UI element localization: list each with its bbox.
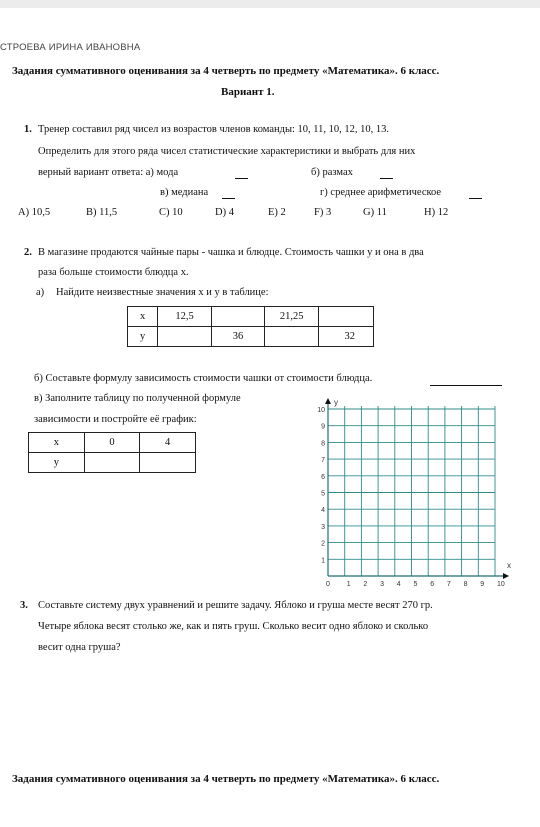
q2-b-answer-blank[interactable] bbox=[430, 385, 502, 386]
q1-answer-blank-c[interactable] bbox=[222, 198, 235, 199]
y-axis-label: у bbox=[334, 398, 338, 407]
x-tick-label: 6 bbox=[430, 581, 435, 588]
table-cell[interactable] bbox=[212, 307, 265, 327]
q1-option: Н) 12 bbox=[424, 207, 449, 218]
y-tick-label: 1 bbox=[321, 557, 325, 565]
y-tick-label: 8 bbox=[321, 440, 325, 448]
x-tick-label: 10 bbox=[497, 581, 505, 588]
y-tick-label: 2 bbox=[321, 540, 325, 548]
x-axis-arrow-icon bbox=[503, 573, 509, 579]
table-cell[interactable] bbox=[265, 327, 319, 347]
q2-b-text: б) Составьте формулу зависимость стоимости чашки от стоимости блюдца. bbox=[34, 373, 373, 384]
y-tick-label: 6 bbox=[321, 473, 325, 481]
y-tick-label: 9 bbox=[321, 423, 325, 431]
table-header-x: х bbox=[128, 307, 158, 327]
q3-line1: Составьте систему двух уравнений и решите задачу. Яблоко и груша месте весят 270 гр. bbox=[38, 600, 433, 611]
table-cell: 0 bbox=[84, 433, 140, 453]
q1-option: А) 10,5 bbox=[18, 207, 51, 218]
q1-answer-blank-b[interactable] bbox=[380, 178, 393, 179]
q1-option: С) 10 bbox=[159, 207, 183, 218]
table-row bbox=[29, 433, 196, 453]
page-title: Задания суммативного оценивания за 4 четверть по предмету «Математика». 6 класс. bbox=[12, 65, 440, 77]
q1-option: G) 11 bbox=[363, 207, 387, 218]
axes bbox=[325, 398, 509, 579]
q2-a-label: а) bbox=[36, 287, 45, 298]
q1-option: Е) 2 bbox=[268, 207, 286, 218]
table-header-y: у bbox=[128, 327, 158, 347]
table-cell[interactable] bbox=[319, 307, 374, 327]
q1-line1: Тренер составил ряд чисел из возрастов членов команды: 10, 11, 10, 12, 10, 13. bbox=[38, 124, 390, 135]
q3-line2: Четыре яблока весят столько же, как и пять груш. Сколько весит одно яблоко и сколько bbox=[38, 621, 429, 632]
q2-c-line1: в) Заполните таблицу по полученной формуле bbox=[34, 393, 241, 404]
table-cell: 4 bbox=[140, 433, 196, 453]
x-tick-label: 0 bbox=[326, 581, 330, 588]
q1-answer-blank-a[interactable] bbox=[235, 178, 248, 179]
q1-option: В) 11,5 bbox=[86, 207, 118, 218]
x-tick-label: 9 bbox=[480, 581, 485, 588]
x-tick-label: 5 bbox=[413, 581, 418, 588]
author-name: СТРОЕВА ИРИНА ИВАНОВНА bbox=[0, 42, 141, 53]
x-tick-label: 3 bbox=[380, 581, 385, 588]
footer-title: Задания суммативного оценивания за 4 четверть по предмету «Математика». 6 класс. bbox=[12, 773, 440, 785]
y-tick-label: 10 bbox=[317, 407, 325, 414]
table-header-y: у bbox=[29, 453, 85, 473]
y-tick-label: 3 bbox=[321, 523, 325, 531]
q1-number: 1. bbox=[24, 124, 32, 135]
q2-a-text: Найдите неизвестные значения х и у в таблице: bbox=[56, 287, 269, 298]
table-cell[interactable] bbox=[84, 453, 140, 473]
q1-option: F) 3 bbox=[314, 207, 332, 218]
q1-option: D) 4 bbox=[215, 207, 234, 218]
y-tick-label: 7 bbox=[321, 457, 325, 465]
table-row bbox=[29, 453, 196, 473]
value-table-1 bbox=[127, 306, 374, 347]
table-row bbox=[128, 307, 374, 327]
grid-lines bbox=[328, 406, 495, 576]
table-cell: 32 bbox=[319, 327, 374, 347]
x-axis-label: х bbox=[507, 561, 511, 570]
y-tick-label: 5 bbox=[321, 490, 325, 498]
y-tick-label: 4 bbox=[321, 507, 325, 515]
q1-line2: Определить для этого ряда чисел статистические характеристики и выбрать для них bbox=[38, 146, 416, 157]
q2-line1: В магазине продаются чайные пары - чашка и блюдце. Стоимость чашки у и она в два bbox=[38, 247, 424, 258]
value-table-2 bbox=[28, 432, 196, 473]
x-tick-label: 1 bbox=[346, 581, 351, 588]
table-header-x: х bbox=[29, 433, 85, 453]
variant-title: Вариант 1. bbox=[221, 86, 275, 98]
q1-c-label: в) медиана bbox=[160, 187, 209, 198]
table-cell: 21,25 bbox=[265, 307, 319, 327]
table-cell[interactable] bbox=[140, 453, 196, 473]
top-bar bbox=[0, 0, 540, 8]
table-cell: 36 bbox=[212, 327, 265, 347]
coordinate-grid[interactable] bbox=[310, 396, 514, 590]
q2-c-line2: зависимости и постройте её график: bbox=[34, 414, 197, 425]
x-tick-label: 4 bbox=[396, 581, 401, 588]
x-tick-label: 8 bbox=[463, 581, 468, 588]
x-tick-label: 2 bbox=[363, 581, 368, 588]
x-tick-label: 7 bbox=[446, 581, 451, 588]
y-axis-arrow-icon bbox=[325, 398, 331, 404]
q1-answer-blank-d[interactable] bbox=[469, 198, 482, 199]
q1-b-label: б) размах bbox=[311, 167, 353, 178]
q1-line3: верный вариант ответа: а) мода bbox=[38, 167, 179, 178]
table-cell: 12,5 bbox=[158, 307, 212, 327]
q3-number: 3. bbox=[20, 600, 28, 611]
q2-number: 2. bbox=[24, 247, 32, 258]
q2-line2: раза больше стоимости блюдца х. bbox=[38, 267, 189, 278]
table-row bbox=[128, 327, 374, 347]
table-cell[interactable] bbox=[158, 327, 212, 347]
q1-d-label: г) среднее арифметическое bbox=[320, 187, 442, 198]
q3-line3: весит одна груша? bbox=[38, 642, 121, 653]
